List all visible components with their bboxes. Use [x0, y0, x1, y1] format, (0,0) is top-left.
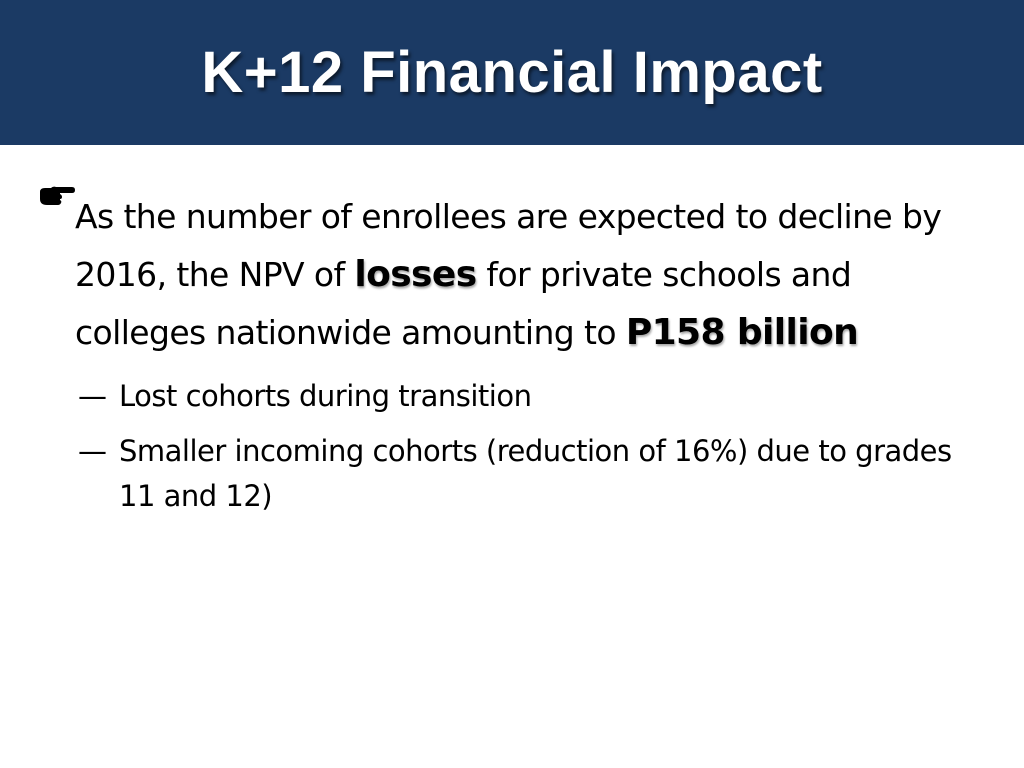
slide-body	[36, 188, 986, 529]
sub-bullet-item	[36, 429, 986, 519]
sub-bullet-item	[36, 374, 986, 419]
dash-bullet: —	[78, 434, 107, 468]
amount-emphasis: P158 billion	[625, 312, 859, 353]
sub-bullet-list	[36, 374, 986, 519]
sub-bullet-text: Lost cohorts during transition	[119, 379, 532, 413]
title-bar	[0, 0, 1024, 145]
losses-emphasis: losses	[354, 254, 477, 295]
slide-title: K+12 Financial Impact	[201, 40, 823, 105]
main-bullet-text-2: for private schools and colleges nationwide amounting to	[75, 255, 852, 352]
sub-bullet-text: Smaller incoming cohorts (reduction of 16%) due to grades 11 and 12)	[119, 434, 952, 513]
dash-bullet: —	[78, 379, 107, 413]
main-bullet	[36, 188, 986, 362]
main-bullet-text-1: As the number of enrollees are expected to decline by 2016, the NPV of	[75, 197, 942, 294]
pointing-hand-icon	[38, 184, 76, 208]
